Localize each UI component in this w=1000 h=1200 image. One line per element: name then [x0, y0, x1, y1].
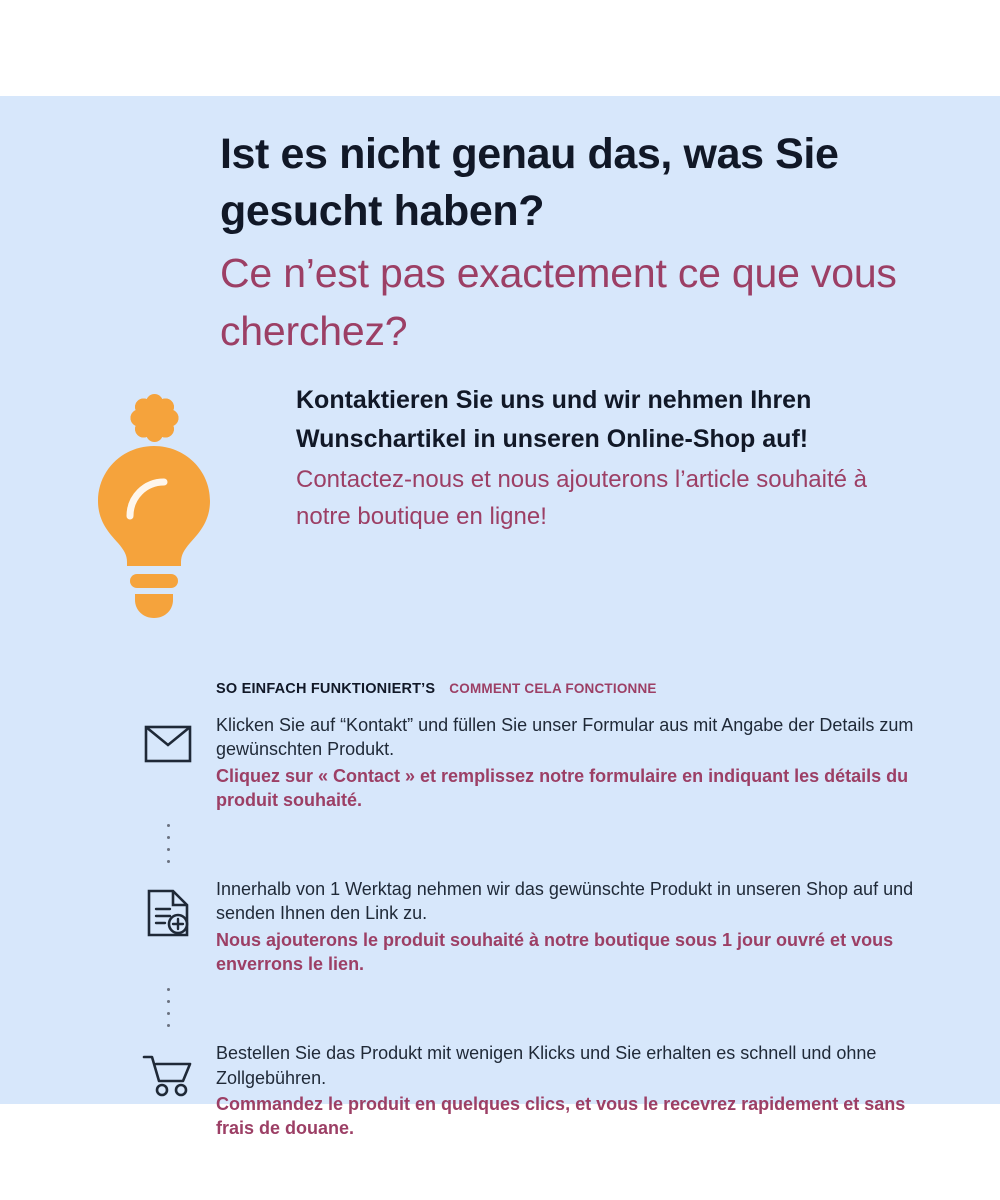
list-item	[120, 711, 940, 812]
step-french: Cliquez sur « Contact » et remplissez notre formulaire en indiquant les détails du produit souhaité.	[216, 765, 909, 810]
step-french: Nous ajouterons le produit souhaité à notre boutique sous 1 jour ouvré et vous enverrons le lien.	[216, 929, 894, 975]
steps-heading	[216, 681, 657, 697]
step-german: Innerhalb von 1 Werktag nehmen wir das gewünschte Produkt in unseren Shop auf und senden Ihnen den Link zu.	[216, 879, 914, 924]
steps-list	[120, 711, 940, 1141]
steps-heading-french: COMMENT CELA FONCTIONNE	[449, 681, 657, 696]
step-connector-dots	[120, 976, 216, 1039]
step-text	[216, 711, 940, 812]
steps-heading-german: SO EINFACH FUNKTIONIERT’S	[216, 681, 436, 697]
step-german: Bestellen Sie das Produkt mit wenigen Klicks und Sie erhalten es schnell und ohne Zollgebühren.	[216, 1043, 877, 1088]
intro-block	[296, 381, 916, 535]
step-german: Klicken Sie auf “Kontakt” und füllen Sie unser Formular aus mit Angabe der Details zum gewünschten Produkt.	[216, 715, 914, 760]
shopping-cart-icon	[120, 1039, 216, 1097]
promo-banner	[0, 96, 1000, 1139]
intro-french: Contactez-nous et nous ajouterons l’article souhaité à notre boutique en ligne!	[296, 465, 868, 530]
step-connector-dots	[120, 812, 216, 875]
lightbulb-icon	[38, 388, 270, 620]
headline-german: Ist es nicht genau das, was Sie gesucht haben?	[220, 130, 839, 235]
intro-german: Kontaktieren Sie uns und wir nehmen Ihren Wunschartikel in unseren Online-Shop auf!	[296, 386, 812, 453]
headline-block	[220, 126, 940, 360]
step-text	[216, 875, 940, 976]
list-item	[120, 1039, 940, 1140]
step-text	[216, 1039, 940, 1140]
list-item	[120, 875, 940, 976]
envelope-icon	[120, 711, 216, 763]
document-add-icon	[120, 875, 216, 937]
headline-french: Ce n’est pas exactement ce que vous cherchez?	[220, 249, 897, 354]
step-french: Commandez le produit en quelques clics, et vous le recevrez rapidement et sans frais de douane.	[216, 1093, 906, 1139]
